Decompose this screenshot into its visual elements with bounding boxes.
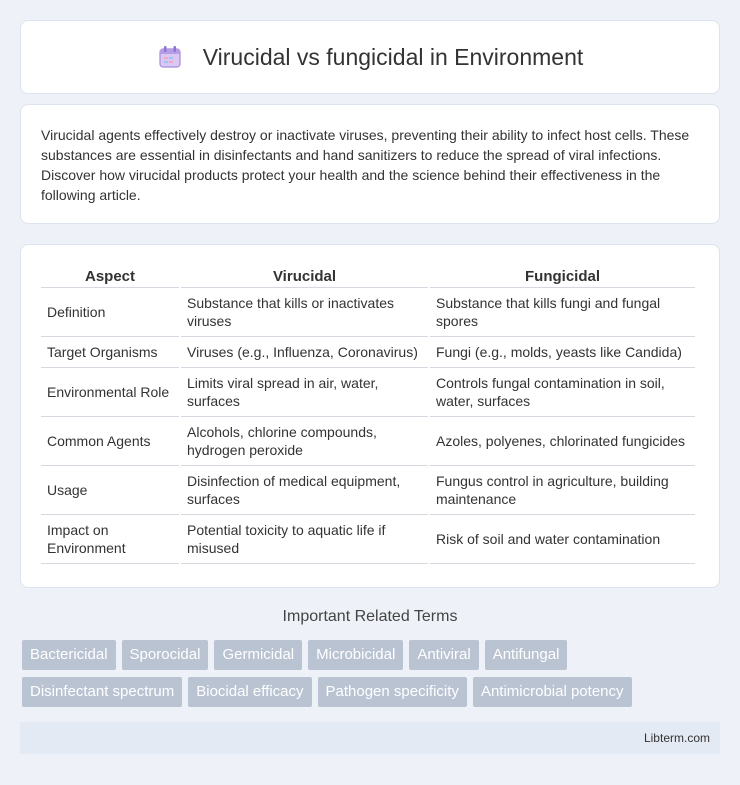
table-cell: Target Organisms xyxy=(41,337,179,368)
table-cell: Alcohols, chlorine compounds, hydrogen peroxide xyxy=(181,417,428,466)
table-cell: Limits viral spread in air, water, surfaces xyxy=(181,368,428,417)
header-card xyxy=(20,20,720,94)
table-row xyxy=(41,288,695,337)
tag[interactable]: Disinfectant spectrum xyxy=(22,677,182,707)
tag[interactable]: Microbicidal xyxy=(308,640,403,670)
footer-site-link[interactable]: Libterm.com xyxy=(643,731,710,745)
tag[interactable]: Sporocidal xyxy=(122,640,209,670)
comparison-table xyxy=(39,266,697,564)
tag[interactable]: Antiviral xyxy=(409,640,478,670)
tag[interactable]: Biocidal efficacy xyxy=(188,677,311,707)
intro-card xyxy=(20,104,720,224)
table-row xyxy=(41,417,695,466)
table-cell: Substance that kills fungi and fungal spores xyxy=(430,288,695,337)
table-cell: Fungi (e.g., molds, yeasts like Candida) xyxy=(430,337,695,368)
tag[interactable]: Pathogen specificity xyxy=(318,677,467,707)
column-header: Virucidal xyxy=(181,266,428,288)
calendar-icon xyxy=(157,44,183,70)
table-cell: Disinfection of medical equipment, surfaces xyxy=(181,466,428,515)
table-cell: Common Agents xyxy=(41,417,179,466)
table-row xyxy=(41,515,695,564)
table-row xyxy=(41,368,695,417)
table-cell: Risk of soil and water contamination xyxy=(430,515,695,564)
related-terms-list xyxy=(22,640,712,707)
tag[interactable]: Bactericidal xyxy=(22,640,116,670)
column-header: Aspect xyxy=(41,266,179,288)
comparison-card xyxy=(20,244,720,588)
tag[interactable]: Germicidal xyxy=(214,640,302,670)
table-cell: Substance that kills or inactivates viruses xyxy=(181,288,428,337)
related-terms-title: Important Related Terms xyxy=(282,608,458,625)
footer xyxy=(20,722,720,754)
table-cell: Potential toxicity to aquatic life if misused xyxy=(181,515,428,564)
tag[interactable]: Antimicrobial potency xyxy=(473,677,632,707)
tag[interactable]: Antifungal xyxy=(485,640,568,670)
table-cell: Impact on Environment xyxy=(41,515,179,564)
page-title: Virucidal vs fungicidal in Environment xyxy=(202,43,584,70)
table-cell: Usage xyxy=(41,466,179,515)
table-cell: Definition xyxy=(41,288,179,337)
intro-text: Virucidal agents effectively destroy or inactivate viruses, preventing their ability to infect host cells. These substances are essential in disinfectants and hand sanitizers to reduce the spread of viral infections. Discover how virucidal products protect your health and the science behind their effectiveness in the following article. xyxy=(41,127,690,203)
table-cell: Environmental Role xyxy=(41,368,179,417)
column-header: Fungicidal xyxy=(430,266,695,288)
table-cell: Viruses (e.g., Influenza, Coronavirus) xyxy=(181,337,428,368)
table-row xyxy=(41,466,695,515)
table-row xyxy=(41,337,695,368)
table-header-row xyxy=(41,266,695,288)
table-cell: Fungus control in agriculture, building maintenance xyxy=(430,466,695,515)
table-cell: Controls fungal contamination in soil, water, surfaces xyxy=(430,368,695,417)
table-cell: Azoles, polyenes, chlorinated fungicides xyxy=(430,417,695,466)
